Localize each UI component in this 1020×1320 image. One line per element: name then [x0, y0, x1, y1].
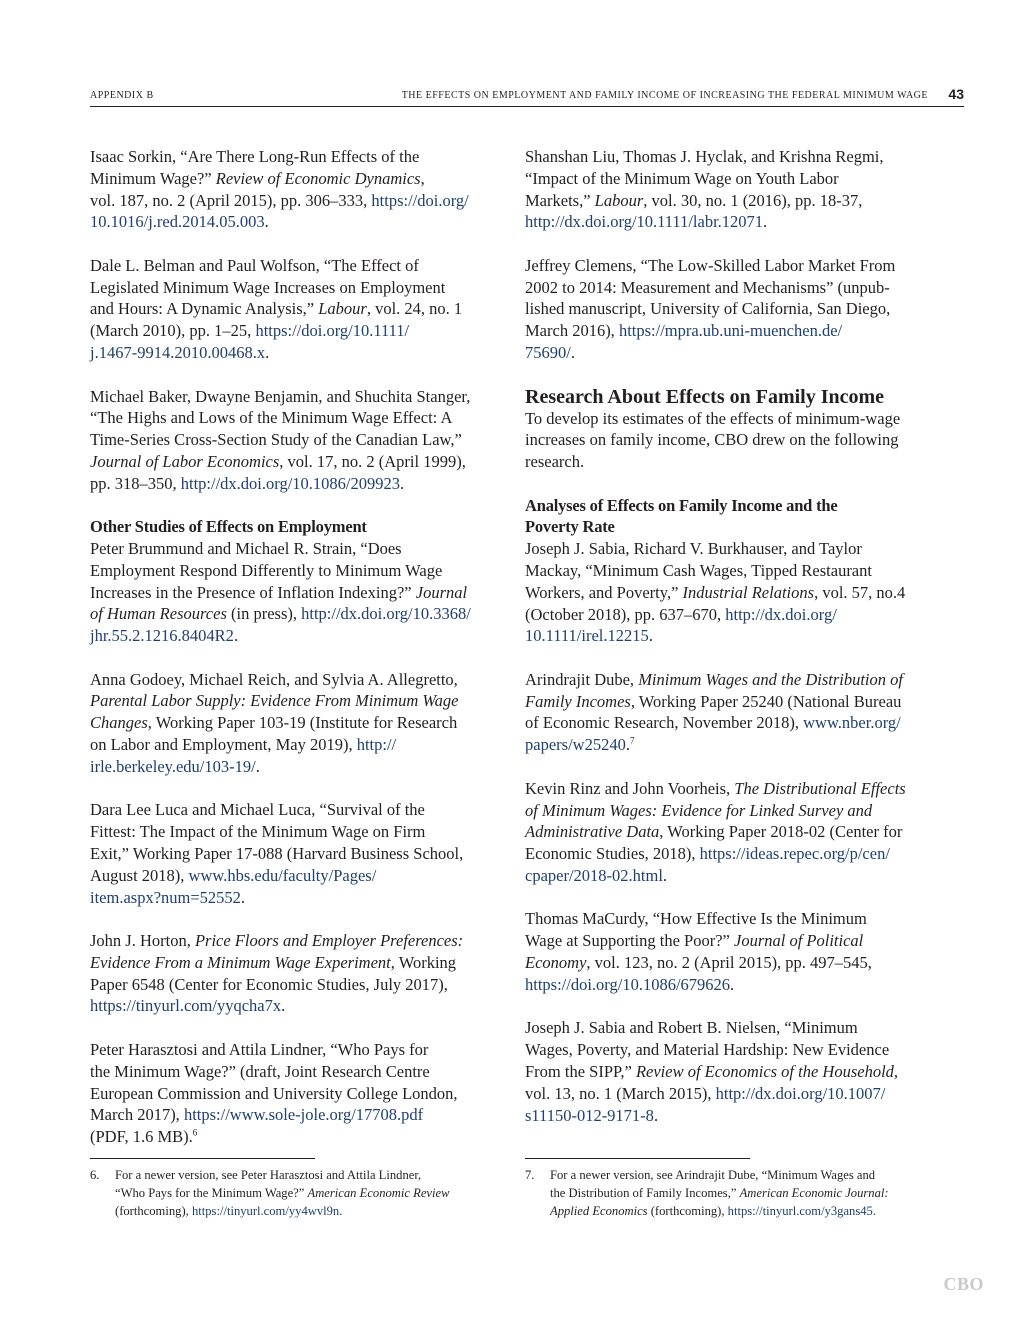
- reference-liu: Shanshan Liu, Thomas J. Hyclak, and Krishna Regmi, “Impact of the Minimum Wage on Youth Labor Markets,” Labour, vol. 30, no. 1 (2016), pp. 18-37, http://dx.doi.org/10.1111/labr.12071.: [525, 147, 884, 232]
- url-link[interactable]: https://ideas.repec.org/p/cen/: [699, 844, 890, 864]
- doi-link[interactable]: http://dx.doi.org/10.1007/: [715, 1083, 886, 1103]
- url-link[interactable]: http://: [356, 735, 397, 755]
- subsection-heading-line1: Analyses of Effects on Family Income and the: [525, 495, 838, 515]
- page-number: 43: [948, 86, 964, 102]
- url-link[interactable]: www.nber.org/: [803, 713, 901, 733]
- section-intro: To develop its estimates of the effects of minimum-wage increases on family income, CBO drew on the following research.: [525, 408, 901, 472]
- section-heading-other-studies: Other Studies of Effects on Employment: [90, 517, 367, 537]
- doi-link[interactable]: http://dx.doi.org/10.1111/labr.12071: [525, 212, 764, 232]
- right-column: [525, 146, 940, 1148]
- url-link[interactable]: https://tinyurl.com/yyqcha7x: [90, 996, 282, 1016]
- doi-link[interactable]: https://doi.org/10.1086/679626: [525, 974, 731, 994]
- footnote-6: 6. For a newer version, see Peter Harasztosi and Attila Lindner, “Who Pays for the Minimum Wage?” American Economic Review (forthcoming), https://tinyurl.com/yy4wvl9n.: [90, 1168, 450, 1218]
- reference-luca: Dara Lee Luca and Michael Luca, “Survival of the Fittest: The Impact of the Minimum Wage on Firm Exit,” Working Paper 17-088 (Harvard Business School, August 2018), www.hbs.edu/faculty/Pages/ item.aspx?num=52552.: [90, 800, 464, 907]
- url-link[interactable]: https://tinyurl.com/y3gans45: [727, 1204, 873, 1218]
- url-link[interactable]: cpaper/2018-02.html: [525, 865, 663, 885]
- doi-link[interactable]: https://doi.org/10.1111/: [255, 321, 410, 341]
- url-link[interactable]: https://www.sole-jole.org/17708.pdf: [183, 1105, 424, 1125]
- doi-link[interactable]: 10.1111/irel.12215: [525, 626, 649, 646]
- doi-link[interactable]: https://doi.org/: [371, 190, 469, 210]
- doi-link[interactable]: j.1467-9914.2010.00468.x: [90, 343, 266, 363]
- reference-brummund-strain: Peter Brummund and Michael R. Strain, “Does Employment Respond Differently to Minimum Wage Increases in the Presence of Inflation Indexing?” Journal of Human Resources (in press), http://dx.doi.org/10.3368/ jhr.55.2.1216.8404R2.: [90, 539, 471, 646]
- footnote-7: 7. For a newer version, see Arindrajit Dube, “Minimum Wages and the Distribution of Family Incomes,” American Economic Journal: Applied Economics (forthcoming), https://tinyurl.com/y3gans45.: [525, 1168, 889, 1218]
- reference-sabia-nielsen: Joseph J. Sabia and Robert B. Nielsen, “Minimum Wages, Poverty, and Material Hardship: New Evidence From the SIPP,” Review of Economics of the Household, vol. 13, no. 1 (March 2015), http://dx.doi.org/10.1007/ s11150-012-9171-8.: [525, 1018, 899, 1125]
- left-column: [90, 146, 500, 1170]
- doi-link[interactable]: 10.1016/j.red.2014.05.003: [90, 212, 265, 232]
- reference-godoey: Anna Godoey, Michael Reich, and Sylvia A. Allegretto, Parental Labor Supply: Evidence From Minimum Wage Changes, Working Paper 103-19 (Institute for Research on Labor and Employment, May 2019), http:// irle.berkeley.edu/103-19/.: [90, 669, 459, 776]
- doi-link[interactable]: http://dx.doi.org/: [725, 604, 837, 624]
- reference-belman-wolfson: Dale L. Belman and Paul Wolfson, “The Effect of Legislated Minimum Wage Increases on Employment and Hours: A Dynamic Analysis,” Labour, vol. 24, no. 1 (March 2010), pp. 1–25, https://doi.org/10.1111/ j.1467-9914.2010.00468.x.: [90, 255, 463, 363]
- url-link[interactable]: https://mpra.ub.uni-muenchen.de/: [618, 321, 843, 341]
- reference-baker: Michael Baker, Dwayne Benjamin, and Shuchita Stanger, “The Highs and Lows of the Minimum Wage Effect: A Time-Series Cross-Section Study of the Canadian Law,” Journal of Labor Economics, vol. 17, no. 2 (April 1999), pp. 318–350, http://dx.doi.org/10.1086/209923.: [90, 386, 471, 493]
- url-link[interactable]: item.aspx?num=52552: [90, 887, 241, 907]
- footnote-divider: [90, 1158, 315, 1159]
- cbo-logo: CBO: [943, 1274, 984, 1294]
- footnote-divider: [525, 1158, 750, 1159]
- reference-horton: John J. Horton, Price Floors and Employer Preferences: Evidence From a Minimum Wage Experiment, Working Paper 6548 (Center for Economic Studies, July 2017), https://tinyurl.com/yyqcha7x.: [90, 931, 464, 1016]
- reference-harasztosi: Peter Harasztosi and Attila Lindner, “Who Pays for the Minimum Wage?” (draft, Joint Research Centre European Commission and University College London, March 2017), https://www.sole-jole.org/17708.pdf (PDF, 1.6 MB).$^6$: [90, 1039, 458, 1147]
- running-header: [90, 86, 964, 107]
- url-link[interactable]: papers/w25240: [525, 735, 626, 755]
- subsection-heading-line2: Poverty Rate: [525, 517, 615, 537]
- url-link[interactable]: irle.berkeley.edu/103-19/: [90, 756, 256, 776]
- reference-dube: Arindrajit Dube, Minimum Wages and the Distribution of Family Incomes, Working Paper 25240 (National Bureau of Economic Research, November 2018), www.nber.org/ papers/w25240.$^7$: [525, 669, 903, 755]
- footnote-ref-7[interactable]: 7: [629, 735, 635, 746]
- doi-link[interactable]: http://dx.doi.org/10.3368/: [301, 604, 471, 624]
- reference-rinz-voorheis: Kevin Rinz and John Voorheis, The Distributional Effects of Minimum Wages: Evidence for Linked Survey and Administrative Data, Working Paper 2018-02 (Center for Economic Studies, 2018), https://ideas.repec.org/p/cen/ cpaper/2018-02.html.: [525, 778, 906, 885]
- reference-clemens: Jeffrey Clemens, “The Low-Skilled Labor Market From 2002 to 2014: Measurement and Mechanisms” (unpub- lished manuscript, University of California, San Diego, March 2016), https://mpra.ub.uni-muenchen.de/ 75690/.: [525, 255, 896, 363]
- reference-sorkin: Isaac Sorkin, “Are There Long-Run Effects of the Minimum Wage?” Review of Economic Dynamics, vol. 187, no. 2 (April 2015), pp. 306–333, https://doi.org/ 10.1016/j.red.2014.05.003.: [90, 147, 469, 232]
- url-link[interactable]: 75690/: [525, 343, 571, 363]
- appendix-label: APPENDIX B: [90, 90, 154, 101]
- footnote-ref-6[interactable]: 6: [192, 1127, 198, 1138]
- doi-link[interactable]: s11150-012-9171-8: [525, 1105, 654, 1125]
- section-heading-family-income: Research About Effects on Family Income: [525, 385, 885, 408]
- report-title: THE EFFECTS ON EMPLOYMENT AND FAMILY INCOME OF INCREASING THE FEDERAL MINIMUM WAGE: [401, 90, 928, 101]
- reference-macurdy: Thomas MaCurdy, “How Effective Is the Minimum Wage at Supporting the Poor?” Journal of Political Economy, vol. 123, no. 2 (April 2015), pp. 497–545, https://doi.org/10.1086/679626.: [525, 909, 872, 994]
- url-link[interactable]: https://tinyurl.com/yy4wvl9n: [191, 1204, 340, 1218]
- doi-link[interactable]: jhr.55.2.1216.8404R2: [90, 626, 234, 646]
- reference-sabia-burkhauser: Joseph J. Sabia, Richard V. Burkhauser, and Taylor Mackay, “Minimum Cash Wages, Tipped Restaurant Workers, and Poverty,” Industrial Relations, vol. 57, no.4 (October 2018), pp. 637–670, http://dx.doi.org/ 10.1111/irel.12215.: [525, 539, 906, 646]
- doi-link[interactable]: http://dx.doi.org/10.1086/209923: [180, 473, 400, 493]
- url-link[interactable]: www.hbs.edu/faculty/Pages/: [188, 865, 377, 885]
